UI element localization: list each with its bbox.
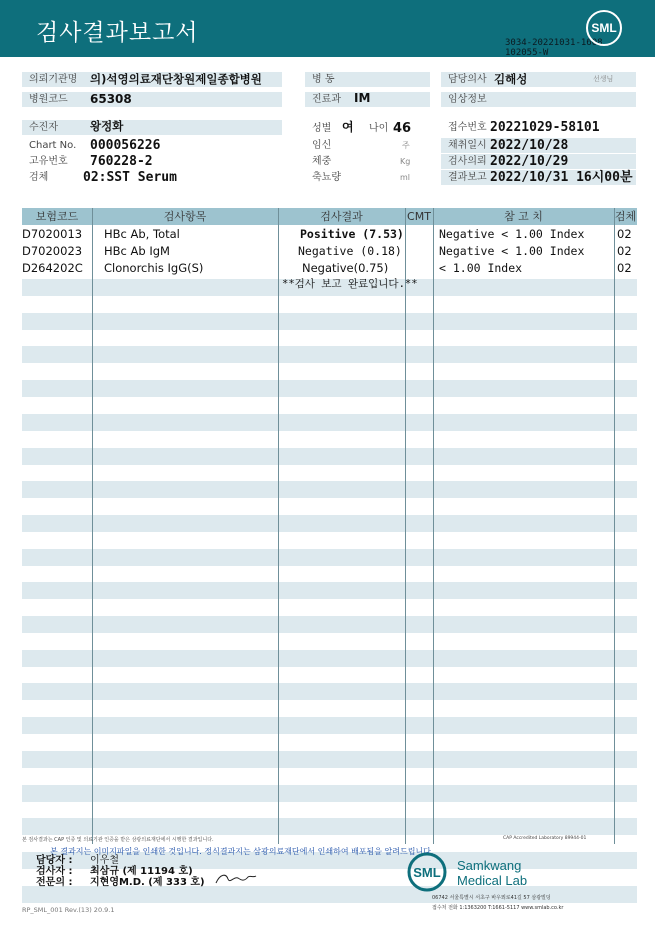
doctor-suffix: 선생님 bbox=[593, 75, 614, 83]
table-row-stripe bbox=[22, 616, 637, 633]
row-2-reference: Negative < 1.00 Index bbox=[439, 244, 585, 258]
collected-value: 2022/10/28 bbox=[490, 138, 569, 153]
sml-logo-text: SML bbox=[591, 21, 617, 35]
table-row-stripe bbox=[22, 481, 637, 498]
chart-label: Chart No. bbox=[22, 138, 282, 153]
urine-label: 축뇨량 bbox=[305, 170, 430, 185]
table-row-stripe bbox=[22, 751, 637, 768]
reported-label: 결과보고 bbox=[441, 170, 636, 185]
header-insurance-code: 보험코드 bbox=[35, 210, 79, 223]
column-divider bbox=[433, 208, 434, 844]
weight-unit: Kg bbox=[400, 157, 411, 166]
column-divider bbox=[278, 208, 279, 844]
row-1-code: D7020013 bbox=[22, 227, 83, 241]
age-value: 46 bbox=[393, 121, 412, 136]
report-number-line-1: 3034-20221031-1608 bbox=[505, 38, 603, 48]
age-label: 나이 bbox=[369, 123, 389, 134]
staff-name-tester: 최삼규 (제 11194 호) bbox=[90, 866, 193, 877]
staff-role-tester: 검사자 : bbox=[36, 866, 73, 877]
urine-unit: ml bbox=[400, 173, 411, 182]
row-2-item: HBc Ab IgM bbox=[104, 244, 170, 258]
patient-value: 왕정화 bbox=[90, 119, 124, 133]
staff-role-specialist: 전문의 : bbox=[36, 877, 73, 888]
sex-label: 성별 bbox=[312, 123, 332, 134]
weight-label: 체중 bbox=[305, 154, 430, 169]
hospital-code-label: 병원코드 bbox=[22, 92, 282, 107]
staff-name-manager: 이우철 bbox=[90, 855, 119, 866]
row-2-code: D7020023 bbox=[22, 244, 83, 258]
lab-name-line-1: Samkwang bbox=[457, 858, 522, 873]
clinical-info-label: 임상정보 bbox=[441, 92, 636, 107]
sml-logo bbox=[586, 10, 622, 46]
department-value: IM bbox=[354, 91, 371, 105]
table-row-stripe bbox=[22, 717, 637, 734]
table-row-stripe bbox=[22, 818, 637, 835]
row-2-specimen: 02 bbox=[617, 244, 632, 258]
staff-name-specialist: 지현영M.D. (제 333 호) bbox=[90, 877, 205, 888]
department-label: 진료과 bbox=[305, 92, 430, 107]
sml-lab-logo-text: SML bbox=[413, 865, 441, 880]
staff-role-manager: 담당자 : bbox=[36, 855, 73, 866]
hospital-label: 의뢰기관명 bbox=[22, 72, 282, 87]
ward-label: 병 동 bbox=[305, 72, 430, 87]
report-number bbox=[505, 38, 645, 58]
id-number-label: 고유번호 bbox=[22, 154, 282, 169]
table-row-stripe bbox=[22, 515, 637, 532]
doctor-label: 담당의사 bbox=[441, 72, 636, 87]
receipt-label: 접수번호 bbox=[441, 120, 636, 135]
specimen-label: 검체 bbox=[22, 170, 282, 185]
footer-warning: 본 결과지는 이미지파일을 인쇄한 것입니다. 정식결과지는 삼광의료재단에서 인쇄하여 배포됨을 알려드립니다. bbox=[50, 847, 434, 856]
requested-label: 검사의뢰 bbox=[441, 154, 636, 169]
row-3-result: Negative(0.75) bbox=[302, 261, 389, 275]
accreditation-note: CAP Accredited Laboratory 89944-01 bbox=[503, 836, 587, 841]
row-1-result: Positive (7.53) bbox=[300, 227, 404, 241]
header-test-result: 검사결과 bbox=[320, 210, 363, 223]
sex-value: 여 bbox=[342, 120, 354, 134]
lab-contact: 접수처 전화 1:1363200 T:1661-5117 www.smlab.co.kr bbox=[432, 905, 564, 911]
table-row-stripe bbox=[22, 380, 637, 397]
pregnancy-label: 임신 bbox=[305, 138, 430, 153]
pregnancy-unit: 주 bbox=[402, 141, 410, 150]
reported-value: 2022/10/31 16시00분 bbox=[490, 170, 633, 185]
table-row-stripe bbox=[22, 650, 637, 667]
header-cmt: CMT bbox=[407, 210, 431, 223]
row-3-reference: < 1.00 Index bbox=[439, 261, 523, 275]
collected-label: 채취일시 bbox=[441, 138, 636, 153]
requested-value: 2022/10/29 bbox=[490, 154, 569, 169]
id-number-value: 760228-2 bbox=[90, 154, 153, 169]
specimen-value: 02:SST Serum bbox=[83, 170, 177, 185]
lab-name bbox=[457, 858, 527, 888]
table-row-stripe bbox=[22, 346, 637, 363]
lab-address: 06742 서울특별시 서초구 바우뫼로41길 57 삼광빌딩 bbox=[432, 895, 551, 901]
header-test-item: 검사항목 bbox=[163, 210, 207, 223]
row-3-item: Clonorchis IgG(S) bbox=[104, 261, 204, 275]
footer-fine-print: 본 검사결과는 CAP 인증 및 의료기관 인증을 받은 삼광의료재단에서 시행한 결과입니다. bbox=[22, 837, 214, 843]
chart-value: 000056226 bbox=[90, 138, 161, 153]
patient-label: 수진자 bbox=[22, 120, 282, 135]
row-3-code: D264202C bbox=[22, 261, 83, 275]
column-divider bbox=[92, 208, 93, 844]
row-1-specimen: 02 bbox=[617, 227, 632, 241]
row-1-item: HBc Ab, Total bbox=[104, 227, 180, 241]
hospital-code-value: 65308 bbox=[90, 92, 132, 106]
hospital-value: 의)석영의료재단창원제일종합병원 bbox=[90, 72, 262, 86]
column-divider bbox=[614, 208, 615, 844]
report-number-line-2: 102055-W bbox=[505, 48, 549, 58]
table-row-stripe bbox=[22, 683, 637, 700]
table-row-stripe bbox=[22, 448, 637, 465]
table-row-stripe bbox=[22, 582, 637, 599]
signature-image bbox=[214, 870, 258, 886]
header-specimen: 검체 bbox=[614, 210, 637, 223]
table-row-stripe bbox=[22, 785, 637, 802]
table-row-stripe bbox=[22, 549, 637, 566]
table-row-stripe bbox=[22, 313, 637, 330]
row-1-reference: Negative < 1.00 Index bbox=[439, 227, 585, 241]
page-title: 검사결과보고서 bbox=[36, 20, 199, 46]
row-3-specimen: 02 bbox=[617, 261, 632, 275]
row-2-result: Negative (0.18) bbox=[298, 244, 402, 258]
receipt-value: 20221029-58101 bbox=[490, 120, 600, 135]
doctor-value: 김해성 bbox=[494, 72, 528, 86]
lab-name-line-2: Medical Lab bbox=[457, 873, 528, 888]
revision-label: RP_SML_001 Rev.(13) 20.9.1 bbox=[22, 906, 115, 914]
sml-lab-logo bbox=[405, 852, 451, 892]
completion-note: **검사 보고 완료입니다.** bbox=[282, 278, 418, 290]
header-reference: 참 고 치 bbox=[504, 210, 543, 223]
table-row-stripe bbox=[22, 414, 637, 431]
column-divider bbox=[405, 208, 406, 844]
